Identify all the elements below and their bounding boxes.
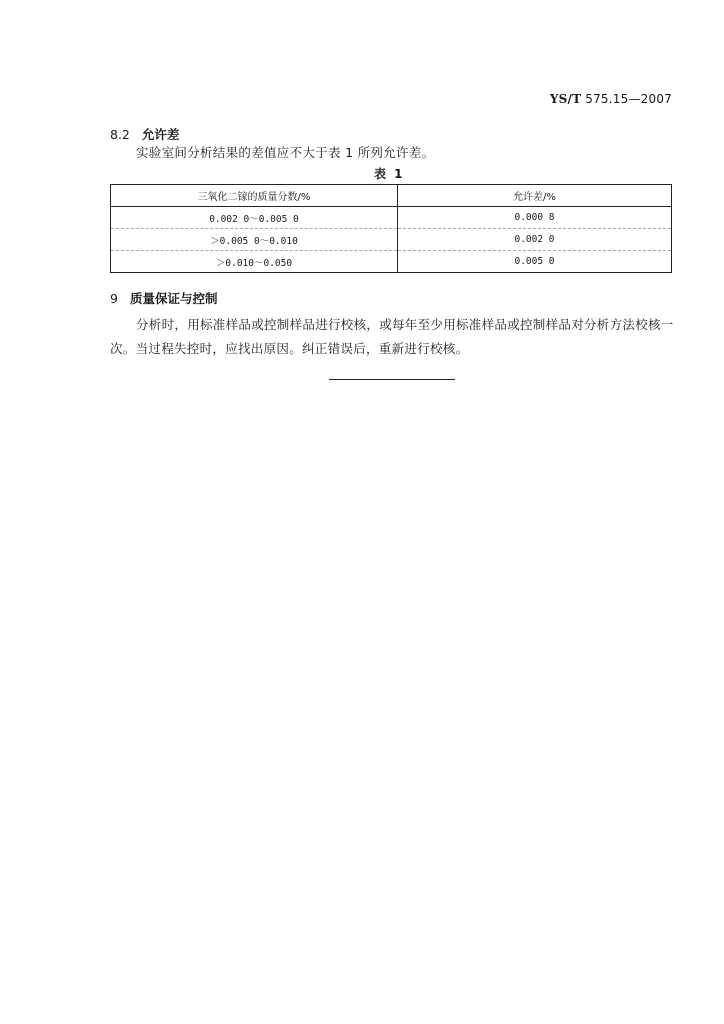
section-9-title: 质量保证与控制 xyxy=(129,291,218,306)
standard-code-header xyxy=(550,92,672,106)
standard-code-suffix: 575.15—2007 xyxy=(585,92,672,106)
section-8-2-title: 允许差 xyxy=(141,127,180,142)
section-9-heading xyxy=(110,289,217,307)
table-row xyxy=(111,207,672,229)
table-cell-tolerance: 0.005 0 xyxy=(398,251,672,273)
section-9-number: 9 xyxy=(110,291,118,306)
table-cell-tolerance: 0.002 0 xyxy=(398,229,672,251)
table-header-tolerance: 允许差/% xyxy=(398,185,672,207)
table-row xyxy=(111,251,672,273)
table-cell-range: ＞0.005 0～0.010 xyxy=(111,229,398,251)
section-9-body-line-2: 次。当过程失控时，应找出原因。纠正错误后，重新进行校核。 xyxy=(110,341,469,356)
end-rule xyxy=(329,379,455,380)
section-8-2-number: 8.2 xyxy=(110,127,130,142)
section-9-body-line-1: 分析时，用标准样品或控制样品进行校核，或每年至少用标准样品或控制样品对分析方法校核一 xyxy=(136,317,674,332)
table-header-row xyxy=(111,185,672,207)
table-caption: 表 1 xyxy=(374,167,405,181)
section-8-2-body: 实验室间分析结果的差值应不大于表 1 所列允许差。 xyxy=(136,145,435,160)
standard-code-prefix: YS/T xyxy=(549,92,582,106)
table-header-mass-fraction: 三氧化二镓的质量分数/% xyxy=(111,185,398,207)
table-cell-range: ＞0.010～0.050 xyxy=(111,251,398,273)
table-cell-range: 0.002 0～0.005 0 xyxy=(111,207,398,229)
tolerance-table xyxy=(110,184,672,273)
table-row xyxy=(111,229,672,251)
table-cell-tolerance: 0.000 8 xyxy=(514,212,555,223)
